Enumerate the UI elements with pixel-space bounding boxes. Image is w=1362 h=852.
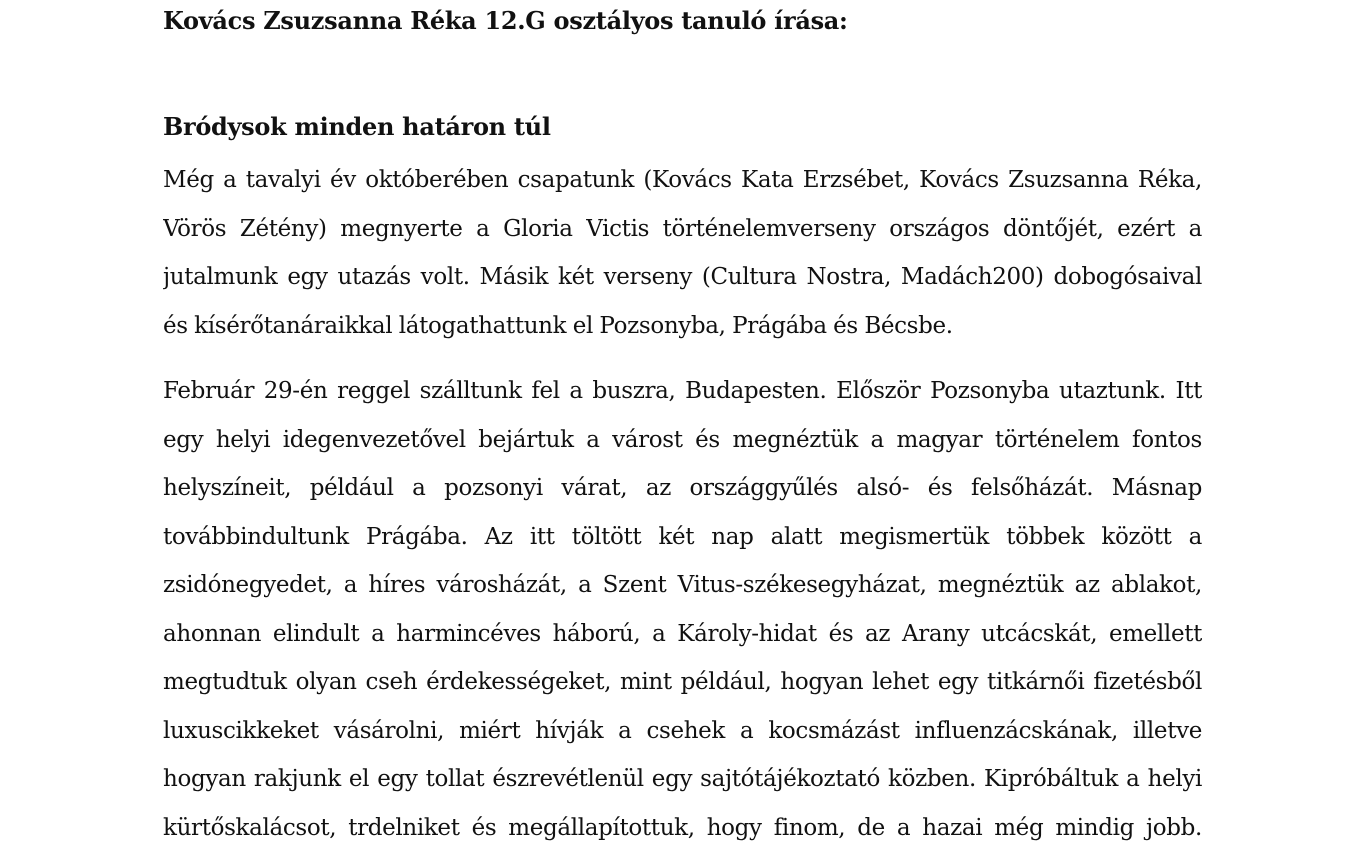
paragraph-line: hogyan rakjunk el egy tollat észrevétlenül egy sajtótájékoztató közben. Kipróbáltuk a helyi: [163, 755, 1202, 804]
paragraph-2: [163, 367, 1202, 852]
paragraph-1: [163, 156, 1202, 350]
paragraph-line: kürtőskalácsot, trdelniket és megállapítottuk, hogy finom, de a hazai még mindig jobb.: [163, 804, 1202, 852]
paragraph-line: luxuscikkeket vásárolni, miért hívják a csehek a kocsmázást influenzácskának, illetve: [163, 707, 1202, 756]
paragraph-line: és kísérőtanáraikkal látogathattunk el Pozsonyba, Prágába és Bécsbe.: [163, 302, 1202, 351]
paragraph-line: egy helyi idegenvezetővel bejártuk a várost és megnéztük a magyar történelem fontos: [163, 416, 1202, 465]
paragraph-line: helyszíneit, például a pozsonyi várat, az országgyűlés alsó- és felsőházát. Másnap: [163, 464, 1202, 513]
paragraph-line: Február 29-én reggel szálltunk fel a buszra, Budapesten. Először Pozsonyba utaztunk. Itt: [163, 367, 1202, 416]
paragraph-line: zsidónegyedet, a híres városházát, a Szent Vitus-székesegyházat, megnéztük az ablakot,: [163, 561, 1202, 610]
paragraph-line: továbbindultunk Prágába. Az itt töltött két nap alatt megismertük többek között a: [163, 513, 1202, 562]
paragraph-line: jutalmunk egy utazás volt. Másik két verseny (Cultura Nostra, Madách200) dobogósaival: [163, 253, 1202, 302]
author-line: Kovács Zsuzsanna Réka 12.G osztályos tanuló írása:: [163, 4, 848, 38]
paragraph-line: Vörös Zétény) megnyerte a Gloria Victis történelemverseny országos döntőjét, ezért a: [163, 205, 1202, 254]
paragraph-line: megtudtuk olyan cseh érdekességeket, mint például, hogyan lehet egy titkárnői fizetésből: [163, 658, 1202, 707]
paragraph-line: ahonnan elindult a harmincéves háború, a Károly-hidat és az Arany utcácskát, emellett: [163, 610, 1202, 659]
article-title: Bródysok minden határon túl: [163, 110, 551, 144]
paragraph-line: Még a tavalyi év októberében csapatunk (Kovács Kata Erzsébet, Kovács Zsuzsanna Réka,: [163, 156, 1202, 205]
